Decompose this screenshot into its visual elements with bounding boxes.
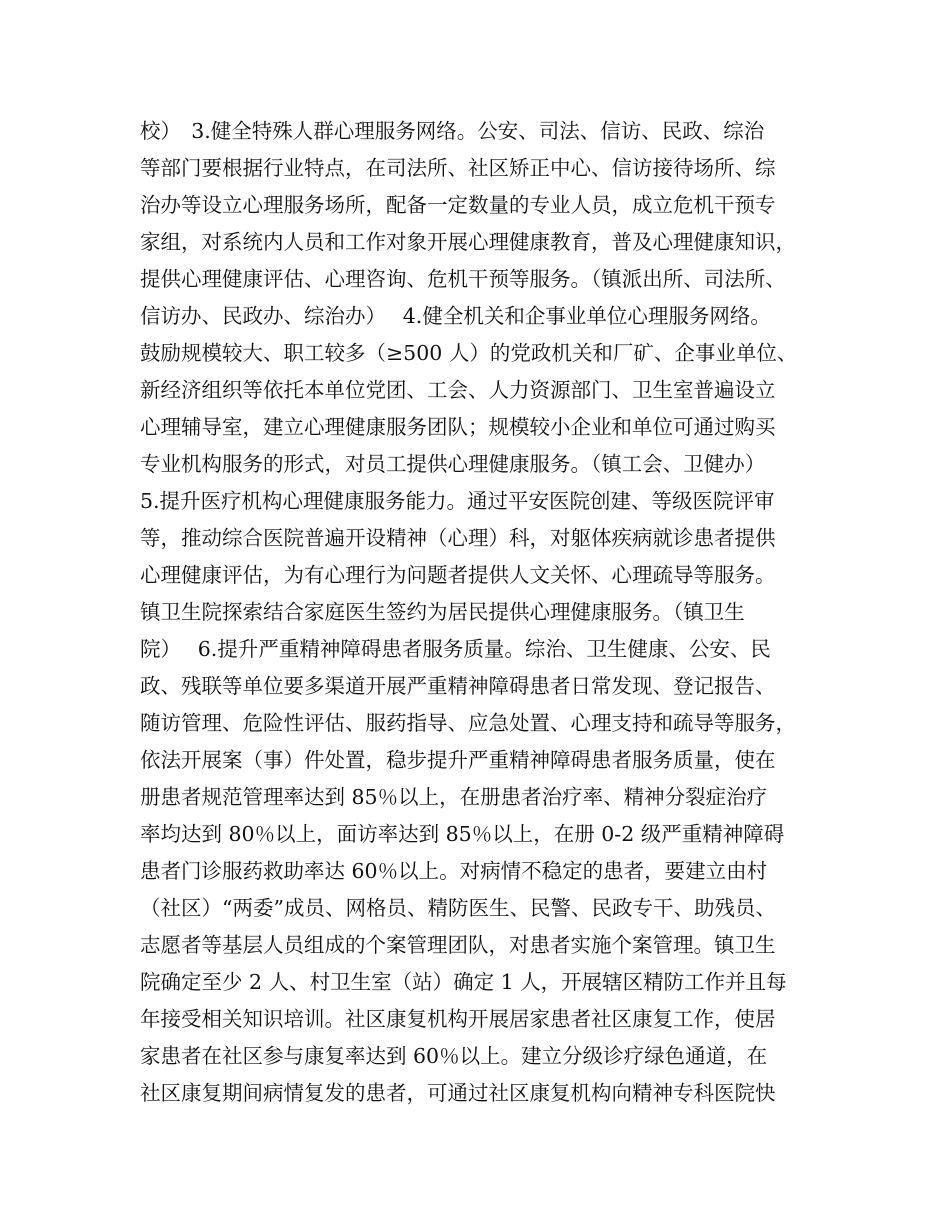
text-line: 随访管理、危险性评估、服药指导、应急处置、心理支持和疏导等服务， [140, 711, 796, 735]
text-line: 提供心理健康评估、心理咨询、危机干预等服务。（镇派出所、司法所、 [140, 267, 786, 291]
text-line: 家组，对系统内人员和工作对象开展心理健康教育，普及心理健康知识， [140, 230, 796, 254]
text-line: 社区康复期间病情复发的患者，可通过社区康复机构向精神专科医院快 [140, 1081, 776, 1105]
text-line: 率均达到 80％以上，面访率达到 85％以上，在册 0-2 级严重精神障碍 [140, 822, 785, 846]
text-line: 专业机构服务的形式，对员工提供心理健康服务。（镇工会、卫健办） [140, 452, 766, 476]
text-line: 信访办、民政办、综治办） 4.健全机关和企事业单位心理服务网络。 [140, 304, 771, 328]
text-line: 册患者规范管理率达到 85％以上，在册患者治疗率、精神分裂症治疗 [140, 785, 768, 809]
text-line: 校） 3.健全特殊人群心理服务网络。公安、司法、信访、民政、综治 [140, 119, 765, 143]
text-line: 心理健康评估，为有心理行为问题者提供人文关怀、心理疏导等服务。 [140, 563, 776, 587]
text-line: （社区）“两委”成员、网格员、精防医生、民警、民政专干、助残员、 [140, 896, 776, 920]
text-line: 鼓励规模较大、职工较多（≥500 人）的党政机关和厂矿、企事业单位、 [140, 341, 798, 365]
text-line: 镇卫生院探索结合家庭医生签约为居民提供心理健康服务。（镇卫生 [140, 600, 745, 624]
text-line: 等，推动综合医院普遍开设精神（心理）科，对躯体疾病就诊患者提供 [140, 526, 776, 550]
text-line: 5.提升医疗机构心理健康服务能力。通过平安医院创建、等级医院评审 [140, 489, 775, 513]
body-text [140, 113, 830, 1112]
text-line: 志愿者等基层人员组成的个案管理团队，对患者实施个案管理。镇卫生 [140, 933, 776, 957]
text-line: 院） 6.提升严重精神障碍患者服务质量。综治、卫生健康、公安、民 [140, 637, 771, 661]
text-line: 新经济组织等依托本单位党团、工会、人力资源部门、卫生室普遍设立 [140, 378, 776, 402]
text-line: 治办等设立心理服务场所，配备一定数量的专业人员，成立危机干预专 [140, 193, 776, 217]
text-line: 等部门要根据行业特点，在司法所、社区矫正中心、信访接待场所、综 [140, 156, 776, 180]
text-line: 依法开展案（事）件处置，稳步提升严重精神障碍患者服务质量，使在 [140, 748, 776, 772]
text-line: 心理辅导室，建立心理健康服务团队；规模较小企业和单位可通过购买 [140, 415, 776, 439]
text-line: 政、残联等单位要多渠道开展严重精神障碍患者日常发现、登记报告、 [140, 674, 776, 698]
text-line: 年接受相关知识培训。社区康复机构开展居家患者社区康复工作，使居 [140, 1007, 776, 1031]
text-line: 患者门诊服药救助率达 60％以上。对病情不稳定的患者，要建立由村 [140, 859, 768, 883]
text-line: 院确定至少 2 人、村卫生室（站）确定 1 人，开展辖区精防工作并且每 [140, 970, 787, 994]
text-line: 家患者在社区参与康复率达到 60％以上。建立分级诊疗绿色通道，在 [140, 1044, 768, 1068]
